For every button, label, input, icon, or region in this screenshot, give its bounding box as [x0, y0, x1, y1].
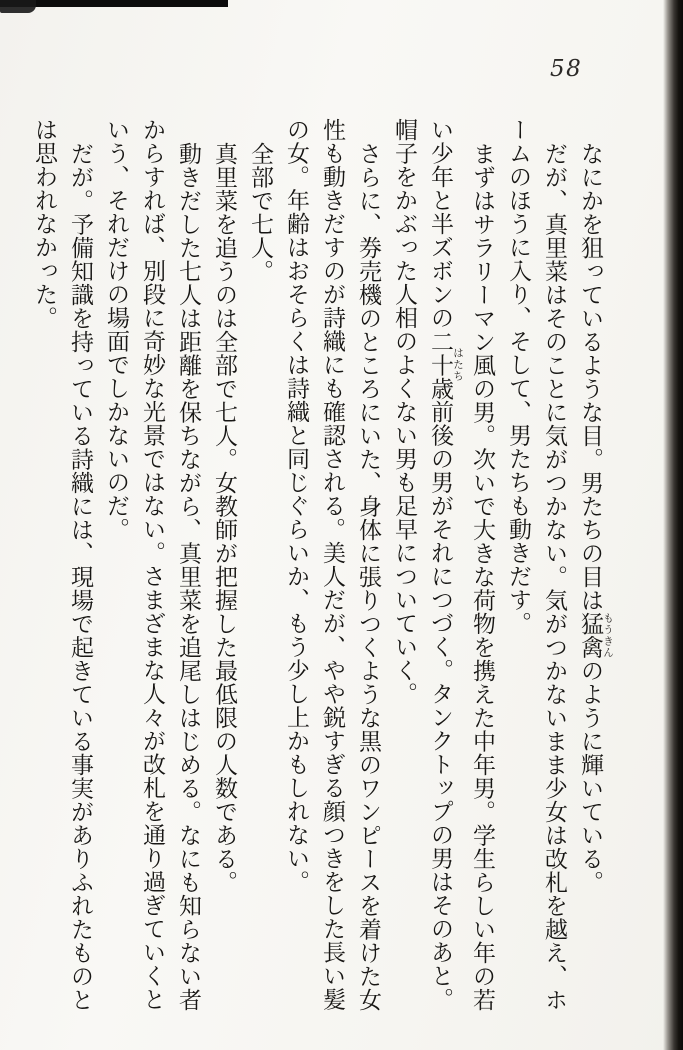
text-run: 性も動きだすのが詩織にも確認される。美人だが、やや鋭すぎる顔つきをした長い髪 — [319, 118, 345, 1011]
text-run: い少年と半ズボンの — [427, 118, 453, 330]
text-run: 帽子をかぶった人相のよくない男も足早についていく。 — [391, 118, 417, 706]
text-column — [350, 118, 386, 1030]
furigana: もうきん — [602, 611, 614, 659]
text-run: なにかを狙っているような目。男たちの目は — [577, 141, 603, 612]
text-column — [26, 118, 62, 1030]
text-column — [278, 118, 314, 1030]
text-run: 前後の男がそれにつづく。タンクトップの男はそのあと。 — [427, 400, 453, 1011]
text-column — [62, 118, 98, 1030]
text-column — [572, 118, 614, 1030]
text-column — [314, 118, 350, 1030]
text-column — [98, 118, 134, 1030]
text-run: のように輝いている。 — [577, 658, 603, 894]
text-column — [464, 118, 500, 1030]
text-column — [500, 118, 536, 1030]
text-run: まずはサラリーマン風の男。次いで大きな荷物を携えた中年男。学生らしい年の若 — [469, 141, 495, 1011]
text-column — [170, 118, 206, 1030]
text-column — [536, 118, 572, 1030]
text-run: は思われなかった。 — [31, 118, 57, 330]
text-run: 真里菜を追うのは全部で七人。女教師が把握した最低限の人数である。 — [211, 141, 237, 894]
ruby-annotated-word: 猛禽 もうきん — [577, 611, 614, 659]
text-run: 全部で七人。 — [247, 141, 273, 283]
text-run: いう、それだけの場面でしかないのだ。 — [103, 118, 129, 541]
text-column — [134, 118, 170, 1030]
text-column — [422, 118, 464, 1030]
furigana: はたち — [452, 329, 464, 400]
page-number: 58 — [550, 56, 583, 82]
text-run: の女。年齢はおそらくは詩織と同じぐらいか、もう少し上かもしれない。 — [283, 118, 309, 894]
text-run: 動きだした七人は距離を保ちながら、真里菜を追尾しはじめる。なにも知らない者 — [175, 141, 201, 1011]
scan-edge-corner — [0, 0, 36, 13]
text-run: だが。予備知識を持っている詩織には、現場で起きている事実がありふれたものと — [67, 141, 93, 1011]
text-run: だが、真里菜はそのことに気がつかない。気がつかないまま少女は改札を越え、ホ — [541, 141, 567, 1011]
body-text — [26, 118, 614, 1030]
text-run: からすれば、別段に奇妙な光景ではない。さまざまな人々が改札を通り過ぎていくと — [139, 118, 165, 1011]
ruby-annotated-word: 二十歳 はたち — [427, 329, 464, 400]
scan-edge-right — [663, 0, 683, 1050]
text-column — [206, 118, 242, 1030]
text-column — [242, 118, 278, 1030]
text-run: ームのほうに入り、そして、男たちも動きだす。 — [505, 118, 531, 635]
text-run: さらに、券売機のところにいた、身体に張りつくような黒のワンピースを着けた女 — [355, 141, 381, 1011]
text-column — [386, 118, 422, 1030]
